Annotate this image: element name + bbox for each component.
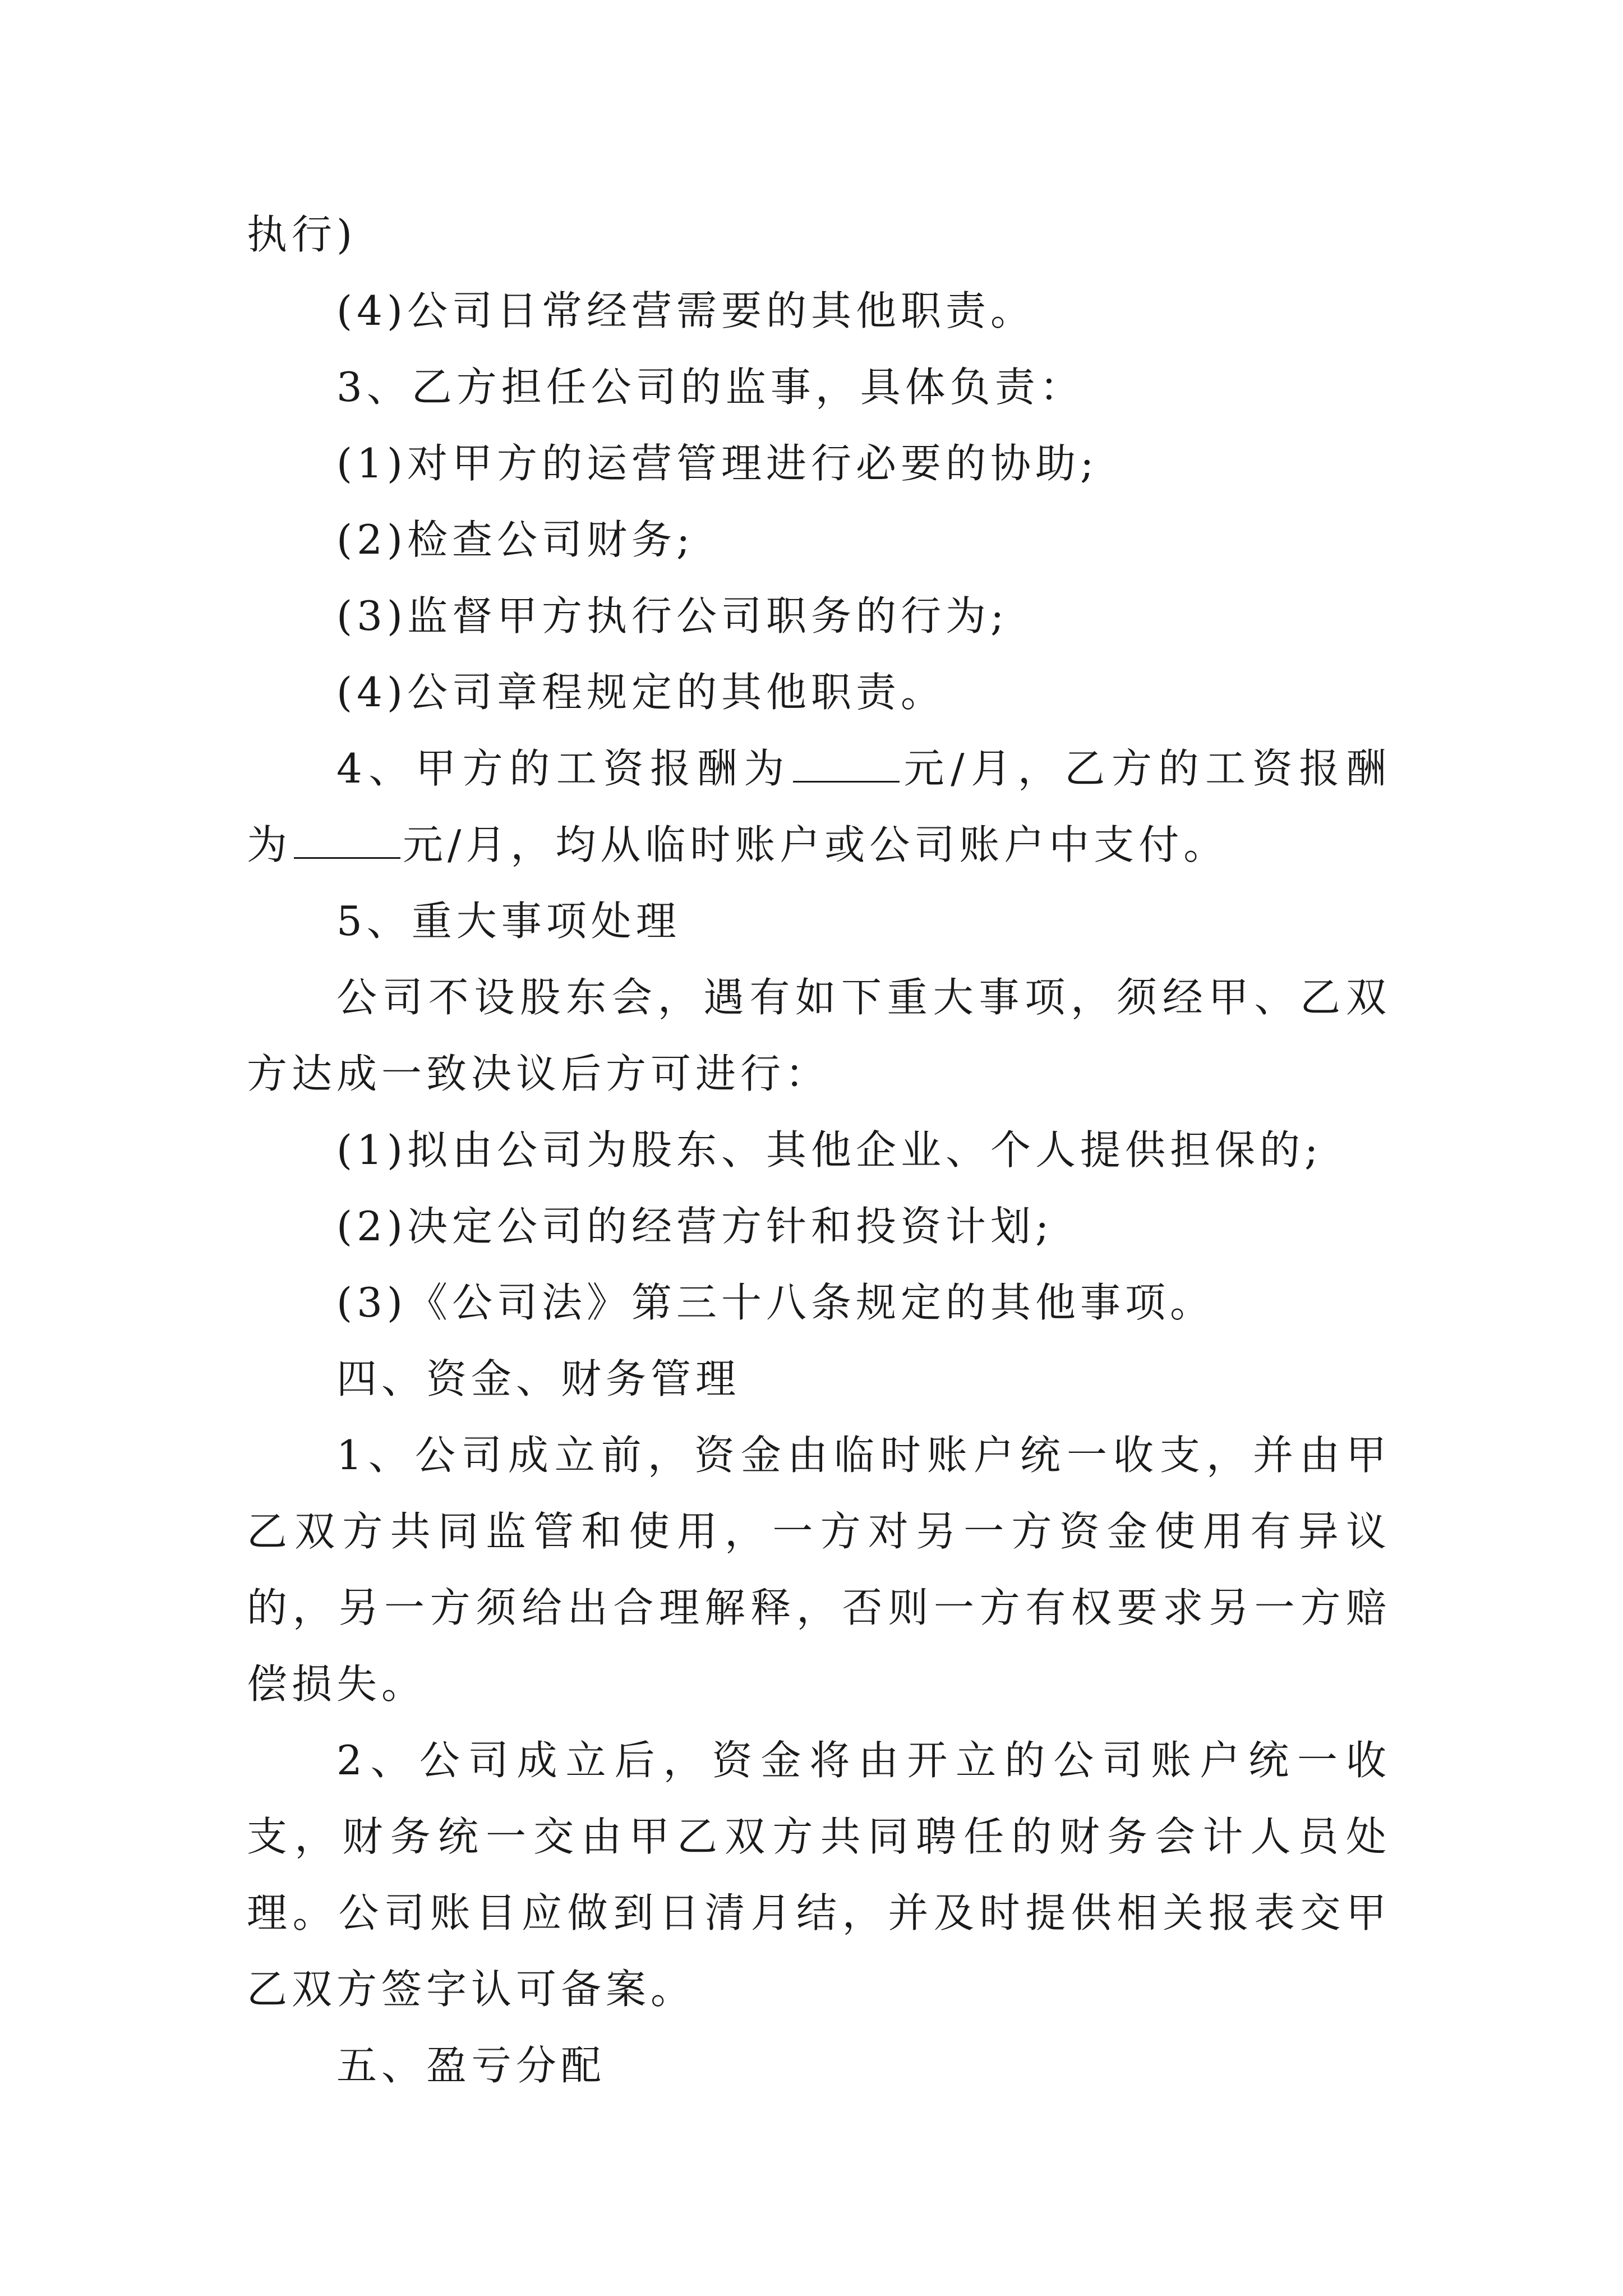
salary-suffix: 元/月，均从临时账户或公司账户中支付。 xyxy=(403,821,1229,868)
paragraph-finance-after: 2、公司成立后，资金将由开立的公司账户统一收支，财务统一交由甲乙双方共同聘任的财务会计人员处理。公司账目应做到日清月结，并及时提供相关报表交甲乙双方签字认可备案。 xyxy=(247,1737,1391,2013)
paragraph-item-2-finance: (2)检查公司财务; xyxy=(336,516,695,563)
section-heading-profit-loss: 五、盈亏分配 xyxy=(336,2042,606,2089)
paragraph-major-matters-intro: 公司不设股东会，遇有如下重大事项，须经甲、乙双方达成一致决议后方可进行： xyxy=(247,974,1391,1097)
salary-blank-party-b[interactable] xyxy=(294,823,400,859)
paragraph-matter-2-policy: (2)决定公司的经营方针和投资计划; xyxy=(336,1203,1054,1250)
paragraph-item-4-charter: (4)公司章程规定的其他职责。 xyxy=(336,669,946,716)
paragraph-matter-3-law: (3)《公司法》第三十八条规定的其他事项。 xyxy=(336,1279,1215,1326)
salary-middle: 元/月，乙方的工资报酬为 xyxy=(247,745,1391,868)
salary-blank-party-a[interactable] xyxy=(793,747,900,783)
paragraph-continuation: 执行) xyxy=(247,211,357,258)
paragraph-item-4-daily-duties: (4)公司日常经营需要的其他职责。 xyxy=(336,287,1035,334)
paragraph-item-1-assist: (1)对甲方的运营管理进行必要的协助; xyxy=(336,440,1099,487)
paragraph-item-3-supervise: (3)监督甲方执行公司职务的行为; xyxy=(336,592,1009,639)
paragraph-salary xyxy=(247,730,1391,883)
paragraph-supervisor-role: 3、乙方担任公司的监事，具体负责： xyxy=(336,364,1085,411)
salary-prefix: 4、甲方的工资报酬为 xyxy=(336,745,791,792)
paragraph-matter-1-guarantee: (1)拟由公司为股东、其他企业、个人提供担保的; xyxy=(336,1126,1323,1174)
section-heading-finance: 四、资金、财务管理 xyxy=(336,1355,741,1402)
paragraph-major-matters-heading: 5、重大事项处理 xyxy=(336,898,681,945)
paragraph-finance-before: 1、公司成立前，资金由临时账户统一收支，并由甲乙双方共同监管和使用，一方对另一方资金使用有异议的，另一方须给出合理解释，否则一方有权要求另一方赔偿损失。 xyxy=(247,1432,1391,1708)
document-body xyxy=(247,196,1391,2104)
